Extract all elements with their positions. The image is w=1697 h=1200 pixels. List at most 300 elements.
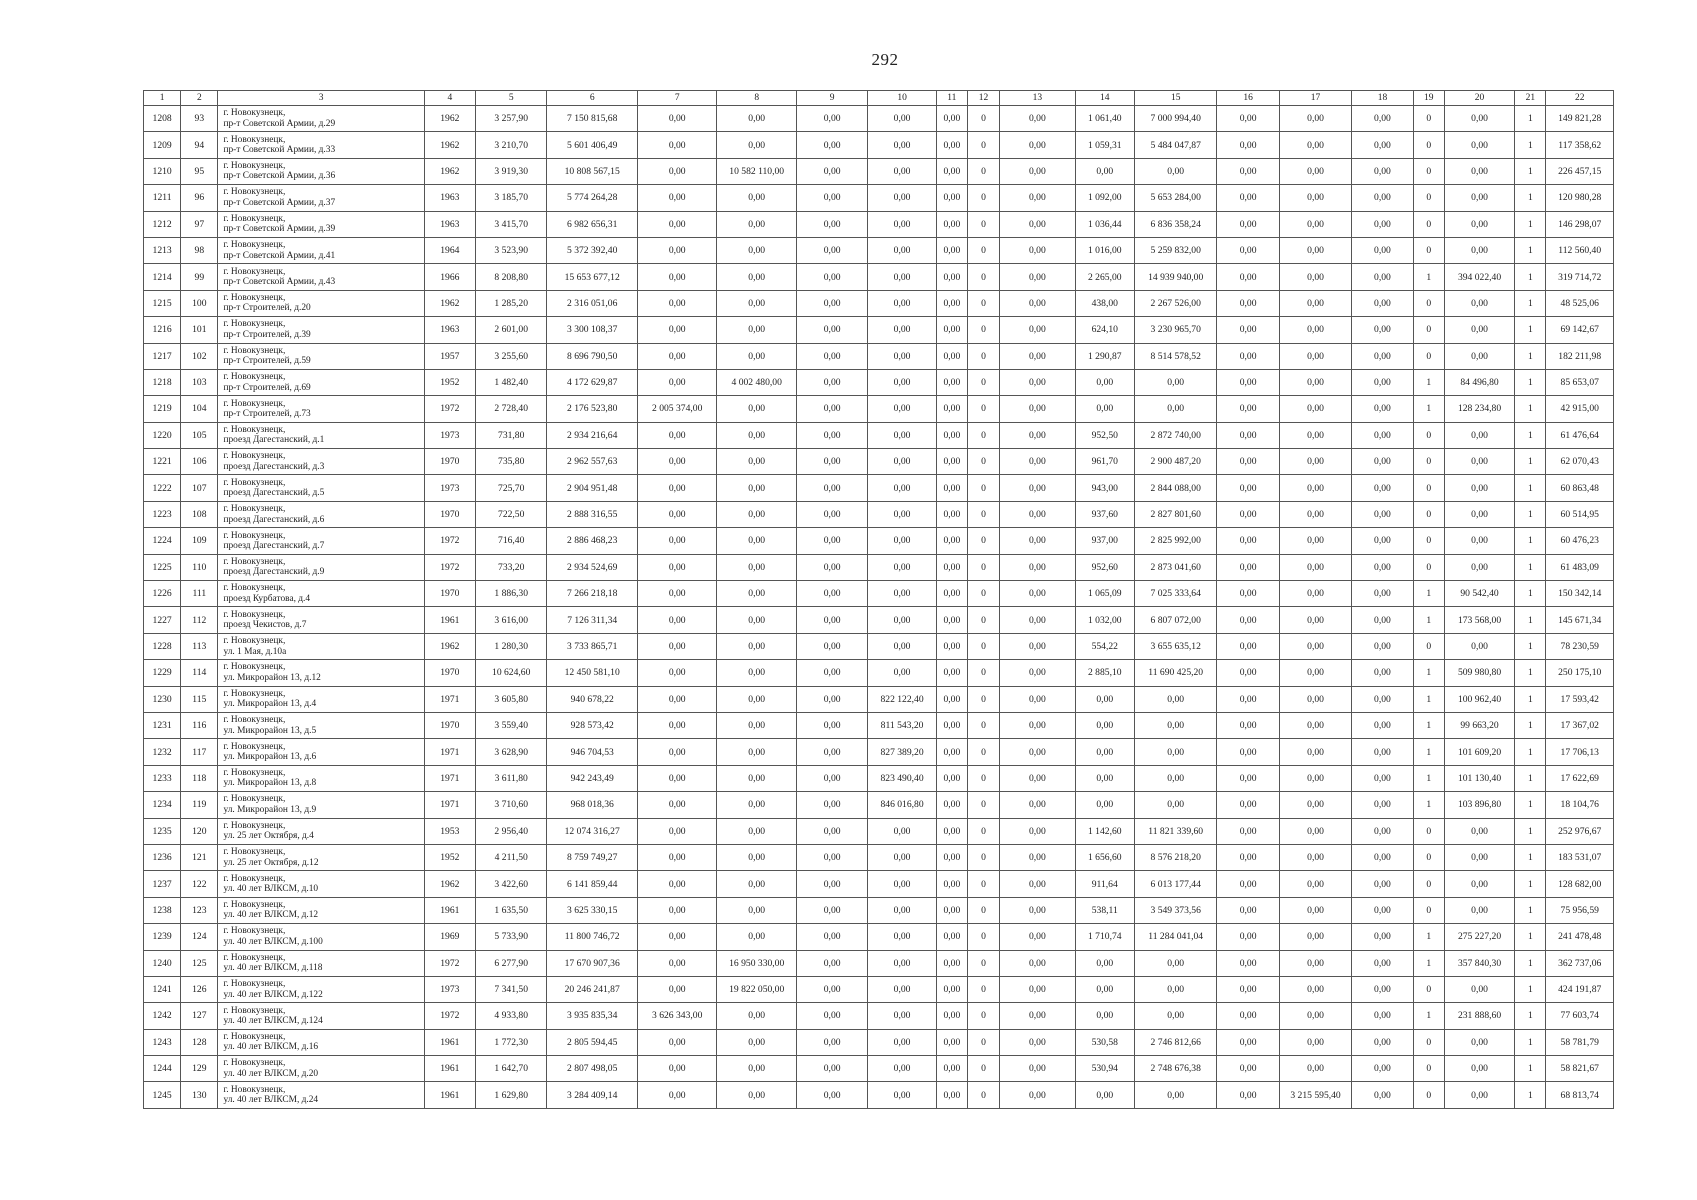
address-street: пр-т Советской Армии, д.29 — [223, 118, 336, 129]
cell-col-20: 0,00 — [1444, 1056, 1514, 1082]
cell-col-19: 0 — [1413, 475, 1444, 501]
cell-col-16: 0,00 — [1217, 475, 1279, 501]
cell-col-11: 0,00 — [936, 106, 967, 132]
cell-col-4: 1973 — [424, 422, 475, 448]
cell-col-6: 6 982 656,31 — [547, 211, 638, 237]
cell-address — [218, 449, 424, 475]
cell-col-17: 0,00 — [1279, 554, 1351, 580]
cell-col-8: 0,00 — [717, 264, 796, 290]
cell-col-9: 0,00 — [796, 317, 867, 343]
cell-col-12: 0 — [967, 106, 999, 132]
cell-sub-number: 124 — [181, 924, 218, 950]
cell-col-12: 0 — [967, 633, 999, 659]
address-city: г. Новокузнецк, — [223, 451, 286, 462]
cell-col-9: 0,00 — [796, 343, 867, 369]
cell-col-6: 968 018,36 — [547, 792, 638, 818]
cell-col-20: 0,00 — [1444, 528, 1514, 554]
table-row — [144, 765, 1614, 791]
column-header-10: 10 — [868, 91, 936, 106]
cell-address — [218, 686, 424, 712]
cell-col-7: 0,00 — [637, 264, 716, 290]
address-street: пр-т Советской Армии, д.36 — [223, 171, 336, 182]
cell-col-14: 961,70 — [1075, 449, 1134, 475]
cell-col-18: 0,00 — [1352, 422, 1413, 448]
cell-col-12: 0 — [967, 1056, 999, 1082]
cell-col-7: 0,00 — [637, 712, 716, 738]
cell-col-5: 3 415,70 — [476, 211, 547, 237]
cell-row-number: 1231 — [144, 712, 181, 738]
cell-col-16: 0,00 — [1217, 369, 1279, 395]
cell-col-8: 0,00 — [717, 501, 796, 527]
cell-col-22: 252 976,67 — [1546, 818, 1614, 844]
cell-col-4: 1971 — [424, 686, 475, 712]
cell-col-21: 1 — [1515, 369, 1546, 395]
address-city: г. Новокузнецк, — [223, 398, 286, 409]
address-city: г. Новокузнецк, — [223, 187, 286, 198]
cell-col-10: 0,00 — [868, 924, 936, 950]
header-row — [144, 91, 1614, 106]
cell-col-11: 0,00 — [936, 1003, 967, 1029]
column-header-20: 20 — [1444, 91, 1514, 106]
cell-col-22: 182 211,98 — [1546, 343, 1614, 369]
cell-col-16: 0,00 — [1217, 1029, 1279, 1055]
cell-col-7: 0,00 — [637, 897, 716, 923]
cell-col-8: 0,00 — [717, 211, 796, 237]
cell-col-16: 0,00 — [1217, 317, 1279, 343]
cell-col-16: 0,00 — [1217, 528, 1279, 554]
cell-col-6: 3 733 865,71 — [547, 633, 638, 659]
table-row — [144, 607, 1614, 633]
cell-col-21: 1 — [1515, 554, 1546, 580]
cell-col-20: 0,00 — [1444, 501, 1514, 527]
table-row — [144, 554, 1614, 580]
cell-col-9: 0,00 — [796, 422, 867, 448]
cell-col-14: 0,00 — [1075, 950, 1134, 976]
table-row — [144, 1056, 1614, 1082]
cell-col-4: 1966 — [424, 264, 475, 290]
cell-col-20: 101 609,20 — [1444, 739, 1514, 765]
cell-col-18: 0,00 — [1352, 792, 1413, 818]
cell-col-11: 0,00 — [936, 554, 967, 580]
cell-col-15: 0,00 — [1134, 369, 1217, 395]
cell-col-22: 69 142,67 — [1546, 317, 1614, 343]
cell-col-20: 103 896,80 — [1444, 792, 1514, 818]
cell-col-4: 1972 — [424, 950, 475, 976]
cell-col-11: 0,00 — [936, 633, 967, 659]
cell-col-18: 0,00 — [1352, 158, 1413, 184]
address-city: г. Новокузнецк, — [223, 768, 286, 779]
cell-col-10: 0,00 — [868, 1029, 936, 1055]
cell-col-9: 0,00 — [796, 554, 867, 580]
cell-row-number: 1215 — [144, 290, 181, 316]
cell-col-22: 62 070,43 — [1546, 449, 1614, 475]
cell-col-5: 716,40 — [476, 528, 547, 554]
cell-col-7: 0,00 — [637, 343, 716, 369]
cell-col-6: 8 696 790,50 — [547, 343, 638, 369]
cell-col-9: 0,00 — [796, 290, 867, 316]
cell-col-13: 0,00 — [1000, 132, 1075, 158]
column-header-21: 21 — [1515, 91, 1546, 106]
table-row — [144, 581, 1614, 607]
cell-col-16: 0,00 — [1217, 1082, 1279, 1108]
cell-col-16: 0,00 — [1217, 422, 1279, 448]
cell-col-21: 1 — [1515, 528, 1546, 554]
cell-col-7: 0,00 — [637, 818, 716, 844]
address-city: г. Новокузнецк, — [223, 662, 286, 673]
cell-col-19: 1 — [1413, 924, 1444, 950]
cell-col-5: 725,70 — [476, 475, 547, 501]
address-street: ул. 25 лет Октября, д.12 — [223, 857, 319, 868]
cell-col-8: 0,00 — [717, 528, 796, 554]
cell-col-22: 319 714,72 — [1546, 264, 1614, 290]
cell-sub-number: 113 — [181, 633, 218, 659]
cell-col-9: 0,00 — [796, 686, 867, 712]
cell-col-22: 250 175,10 — [1546, 660, 1614, 686]
cell-col-7: 0,00 — [637, 132, 716, 158]
cell-col-10: 0,00 — [868, 343, 936, 369]
cell-col-9: 0,00 — [796, 897, 867, 923]
address-street: ул. 40 лет ВЛКСМ, д.20 — [223, 1068, 319, 1079]
cell-col-4: 1963 — [424, 185, 475, 211]
cell-row-number: 1238 — [144, 897, 181, 923]
cell-col-20: 0,00 — [1444, 1082, 1514, 1108]
cell-col-7: 0,00 — [637, 237, 716, 263]
cell-col-11: 0,00 — [936, 185, 967, 211]
cell-col-11: 0,00 — [936, 924, 967, 950]
address-city: г. Новокузнецк, — [223, 108, 286, 119]
cell-col-11: 0,00 — [936, 449, 967, 475]
cell-col-22: 68 813,74 — [1546, 1082, 1614, 1108]
cell-col-4: 1961 — [424, 897, 475, 923]
address-street: пр-т Строителей, д.39 — [223, 329, 311, 340]
cell-col-10: 0,00 — [868, 1056, 936, 1082]
cell-col-5: 1 886,30 — [476, 581, 547, 607]
cell-col-22: 120 980,28 — [1546, 185, 1614, 211]
cell-col-13: 0,00 — [1000, 264, 1075, 290]
cell-col-22: 145 671,34 — [1546, 607, 1614, 633]
cell-col-8: 0,00 — [717, 581, 796, 607]
cell-sub-number: 115 — [181, 686, 218, 712]
cell-col-9: 0,00 — [796, 712, 867, 738]
column-header-9: 9 — [796, 91, 867, 106]
table-row — [144, 264, 1614, 290]
column-header-22: 22 — [1546, 91, 1614, 106]
address-street: ул. Микрорайон 13, д.6 — [223, 752, 317, 763]
cell-col-15: 0,00 — [1134, 686, 1217, 712]
cell-col-16: 0,00 — [1217, 106, 1279, 132]
cell-col-16: 0,00 — [1217, 1056, 1279, 1082]
cell-col-22: 61 476,64 — [1546, 422, 1614, 448]
cell-col-20: 0,00 — [1444, 897, 1514, 923]
cell-col-17: 0,00 — [1279, 317, 1351, 343]
cell-col-14: 0,00 — [1075, 712, 1134, 738]
cell-col-20: 0,00 — [1444, 844, 1514, 870]
cell-row-number: 1232 — [144, 739, 181, 765]
cell-col-19: 1 — [1413, 1003, 1444, 1029]
cell-col-15: 7 025 333,64 — [1134, 581, 1217, 607]
cell-col-16: 0,00 — [1217, 792, 1279, 818]
address-street: ул. 40 лет ВЛКСМ, д.24 — [223, 1095, 319, 1106]
address-street: ул. 40 лет ВЛКСМ, д.100 — [223, 936, 323, 947]
cell-col-18: 0,00 — [1352, 264, 1413, 290]
table-row — [144, 317, 1614, 343]
cell-col-12: 0 — [967, 449, 999, 475]
cell-address — [218, 528, 424, 554]
cell-col-11: 0,00 — [936, 396, 967, 422]
address-city: г. Новокузнецк, — [223, 319, 286, 330]
cell-sub-number: 114 — [181, 660, 218, 686]
cell-col-20: 90 542,40 — [1444, 581, 1514, 607]
cell-col-12: 0 — [967, 924, 999, 950]
cell-col-4: 1961 — [424, 1029, 475, 1055]
cell-col-13: 0,00 — [1000, 976, 1075, 1002]
cell-col-8: 0,00 — [717, 449, 796, 475]
cell-col-22: 58 781,79 — [1546, 1029, 1614, 1055]
cell-col-14: 952,50 — [1075, 422, 1134, 448]
address-city: г. Новокузнецк, — [223, 715, 286, 726]
cell-col-4: 1961 — [424, 1082, 475, 1108]
cell-col-17: 0,00 — [1279, 660, 1351, 686]
cell-col-22: 60 476,23 — [1546, 528, 1614, 554]
cell-col-20: 0,00 — [1444, 976, 1514, 1002]
cell-col-9: 0,00 — [796, 211, 867, 237]
cell-col-20: 231 888,60 — [1444, 1003, 1514, 1029]
cell-col-4: 1973 — [424, 976, 475, 1002]
cell-col-4: 1970 — [424, 712, 475, 738]
cell-col-6: 940 678,22 — [547, 686, 638, 712]
cell-col-9: 0,00 — [796, 1056, 867, 1082]
cell-col-6: 3 935 835,34 — [547, 1003, 638, 1029]
cell-col-20: 0,00 — [1444, 422, 1514, 448]
cell-col-12: 0 — [967, 132, 999, 158]
cell-address — [218, 185, 424, 211]
cell-col-7: 0,00 — [637, 765, 716, 791]
cell-row-number: 1219 — [144, 396, 181, 422]
address-street: пр-т Советской Армии, д.39 — [223, 224, 336, 235]
cell-col-6: 5 372 392,40 — [547, 237, 638, 263]
cell-col-17: 0,00 — [1279, 290, 1351, 316]
table-body — [144, 106, 1614, 1109]
cell-col-13: 0,00 — [1000, 290, 1075, 316]
cell-col-5: 3 523,90 — [476, 237, 547, 263]
table-row — [144, 844, 1614, 870]
table-row — [144, 106, 1614, 132]
cell-col-14: 0,00 — [1075, 976, 1134, 1002]
address-street: ул. 40 лет ВЛКСМ, д.16 — [223, 1042, 319, 1053]
cell-col-22: 18 104,76 — [1546, 792, 1614, 818]
cell-col-21: 1 — [1515, 607, 1546, 633]
cell-col-4: 1964 — [424, 237, 475, 263]
cell-col-11: 0,00 — [936, 660, 967, 686]
cell-col-10: 0,00 — [868, 844, 936, 870]
cell-col-18: 0,00 — [1352, 712, 1413, 738]
column-header-13: 13 — [1000, 91, 1075, 106]
address-city: г. Новокузнецк, — [223, 1005, 286, 1016]
cell-col-19: 1 — [1413, 712, 1444, 738]
cell-col-15: 0,00 — [1134, 396, 1217, 422]
cell-col-13: 0,00 — [1000, 924, 1075, 950]
cell-col-20: 0,00 — [1444, 317, 1514, 343]
table-row — [144, 528, 1614, 554]
cell-col-17: 0,00 — [1279, 792, 1351, 818]
cell-col-18: 0,00 — [1352, 106, 1413, 132]
cell-col-21: 1 — [1515, 897, 1546, 923]
cell-col-8: 0,00 — [717, 1082, 796, 1108]
cell-address — [218, 660, 424, 686]
cell-col-5: 3 185,70 — [476, 185, 547, 211]
cell-col-9: 0,00 — [796, 739, 867, 765]
cell-col-19: 0 — [1413, 976, 1444, 1002]
address-street: ул. Микрорайон 13, д.8 — [223, 778, 317, 789]
cell-col-14: 1 142,60 — [1075, 818, 1134, 844]
cell-col-12: 0 — [967, 1082, 999, 1108]
cell-col-18: 0,00 — [1352, 290, 1413, 316]
cell-col-16: 0,00 — [1217, 924, 1279, 950]
cell-col-21: 1 — [1515, 1056, 1546, 1082]
cell-col-7: 0,00 — [637, 211, 716, 237]
cell-col-20: 0,00 — [1444, 871, 1514, 897]
table-row — [144, 897, 1614, 923]
cell-col-18: 0,00 — [1352, 343, 1413, 369]
cell-col-4: 1963 — [424, 317, 475, 343]
column-header-12: 12 — [967, 91, 999, 106]
cell-col-14: 438,00 — [1075, 290, 1134, 316]
cell-col-15: 5 653 284,00 — [1134, 185, 1217, 211]
cell-col-4: 1971 — [424, 739, 475, 765]
cell-col-15: 0,00 — [1134, 158, 1217, 184]
cell-col-10: 0,00 — [868, 1003, 936, 1029]
cell-col-16: 0,00 — [1217, 237, 1279, 263]
cell-col-5: 3 710,60 — [476, 792, 547, 818]
cell-col-12: 0 — [967, 528, 999, 554]
table-row — [144, 237, 1614, 263]
cell-col-6: 15 653 677,12 — [547, 264, 638, 290]
table-row — [144, 475, 1614, 501]
cell-col-16: 0,00 — [1217, 132, 1279, 158]
cell-col-22: 241 478,48 — [1546, 924, 1614, 950]
cell-col-12: 0 — [967, 554, 999, 580]
cell-col-22: 85 653,07 — [1546, 369, 1614, 395]
cell-col-6: 942 243,49 — [547, 765, 638, 791]
cell-col-5: 1 285,20 — [476, 290, 547, 316]
cell-col-20: 0,00 — [1444, 449, 1514, 475]
cell-col-12: 0 — [967, 581, 999, 607]
cell-sub-number: 112 — [181, 607, 218, 633]
cell-col-5: 3 255,60 — [476, 343, 547, 369]
cell-col-21: 1 — [1515, 132, 1546, 158]
cell-address — [218, 818, 424, 844]
cell-col-19: 0 — [1413, 422, 1444, 448]
cell-col-14: 0,00 — [1075, 158, 1134, 184]
address-city: г. Новокузнецк, — [223, 530, 286, 541]
cell-col-15: 8 514 578,52 — [1134, 343, 1217, 369]
cell-col-10: 0,00 — [868, 264, 936, 290]
address-city: г. Новокузнецк, — [223, 847, 286, 858]
cell-col-5: 3 611,80 — [476, 765, 547, 791]
cell-col-6: 3 625 330,15 — [547, 897, 638, 923]
cell-col-11: 0,00 — [936, 317, 967, 343]
cell-col-5: 4 211,50 — [476, 844, 547, 870]
cell-col-17: 0,00 — [1279, 211, 1351, 237]
cell-col-5: 2 601,00 — [476, 317, 547, 343]
cell-col-5: 1 772,30 — [476, 1029, 547, 1055]
cell-address — [218, 396, 424, 422]
table-row — [144, 950, 1614, 976]
cell-col-21: 1 — [1515, 264, 1546, 290]
cell-address — [218, 871, 424, 897]
cell-col-16: 0,00 — [1217, 712, 1279, 738]
cell-col-20: 0,00 — [1444, 211, 1514, 237]
cell-col-16: 0,00 — [1217, 976, 1279, 1002]
cell-col-5: 4 933,80 — [476, 1003, 547, 1029]
cell-col-16: 0,00 — [1217, 871, 1279, 897]
address-street: ул. 40 лет ВЛКСМ, д.10 — [223, 884, 319, 895]
cell-col-21: 1 — [1515, 396, 1546, 422]
cell-col-19: 0 — [1413, 871, 1444, 897]
address-street: ул. 40 лет ВЛКСМ, д.122 — [223, 989, 323, 1000]
cell-col-4: 1962 — [424, 132, 475, 158]
cell-col-7: 2 005 374,00 — [637, 396, 716, 422]
cell-col-4: 1963 — [424, 211, 475, 237]
address-city: г. Новокузнецк, — [223, 477, 286, 488]
cell-col-11: 0,00 — [936, 844, 967, 870]
cell-col-9: 0,00 — [796, 132, 867, 158]
cell-col-16: 0,00 — [1217, 185, 1279, 211]
cell-col-16: 0,00 — [1217, 765, 1279, 791]
cell-col-12: 0 — [967, 897, 999, 923]
address-street: пр-т Строителей, д.59 — [223, 356, 311, 367]
cell-col-11: 0,00 — [936, 158, 967, 184]
cell-col-6: 17 670 907,36 — [547, 950, 638, 976]
cell-col-7: 0,00 — [637, 1082, 716, 1108]
address-street: проезд Дагестанский, д.3 — [223, 461, 325, 472]
cell-col-16: 0,00 — [1217, 818, 1279, 844]
address-city: г. Новокузнецк, — [223, 556, 286, 567]
cell-col-10: 0,00 — [868, 449, 936, 475]
cell-col-10: 822 122,40 — [868, 686, 936, 712]
cell-col-15: 2 748 676,38 — [1134, 1056, 1217, 1082]
cell-col-19: 1 — [1413, 369, 1444, 395]
cell-col-8: 0,00 — [717, 290, 796, 316]
cell-col-21: 1 — [1515, 660, 1546, 686]
cell-col-12: 0 — [967, 818, 999, 844]
cell-sub-number: 96 — [181, 185, 218, 211]
cell-col-9: 0,00 — [796, 607, 867, 633]
cell-col-17: 0,00 — [1279, 1056, 1351, 1082]
cell-col-9: 0,00 — [796, 792, 867, 818]
cell-col-5: 1 629,80 — [476, 1082, 547, 1108]
cell-col-16: 0,00 — [1217, 158, 1279, 184]
cell-col-6: 3 300 108,37 — [547, 317, 638, 343]
cell-col-17: 0,00 — [1279, 897, 1351, 923]
address-city: г. Новокузнецк, — [223, 900, 286, 910]
cell-col-19: 0 — [1413, 211, 1444, 237]
cell-col-17: 0,00 — [1279, 158, 1351, 184]
cell-row-number: 1223 — [144, 501, 181, 527]
column-header-5: 5 — [476, 91, 547, 106]
cell-col-15: 0,00 — [1134, 739, 1217, 765]
cell-col-17: 0,00 — [1279, 501, 1351, 527]
cell-col-21: 1 — [1515, 950, 1546, 976]
cell-col-15: 6 807 072,00 — [1134, 607, 1217, 633]
cell-col-16: 0,00 — [1217, 554, 1279, 580]
cell-col-15: 2 746 812,66 — [1134, 1029, 1217, 1055]
address-street: проезд Дагестанский, д.1 — [223, 435, 325, 446]
cell-address — [218, 264, 424, 290]
cell-col-6: 6 141 859,44 — [547, 871, 638, 897]
cell-sub-number: 120 — [181, 818, 218, 844]
address-city: г. Новокузнецк, — [223, 504, 286, 515]
